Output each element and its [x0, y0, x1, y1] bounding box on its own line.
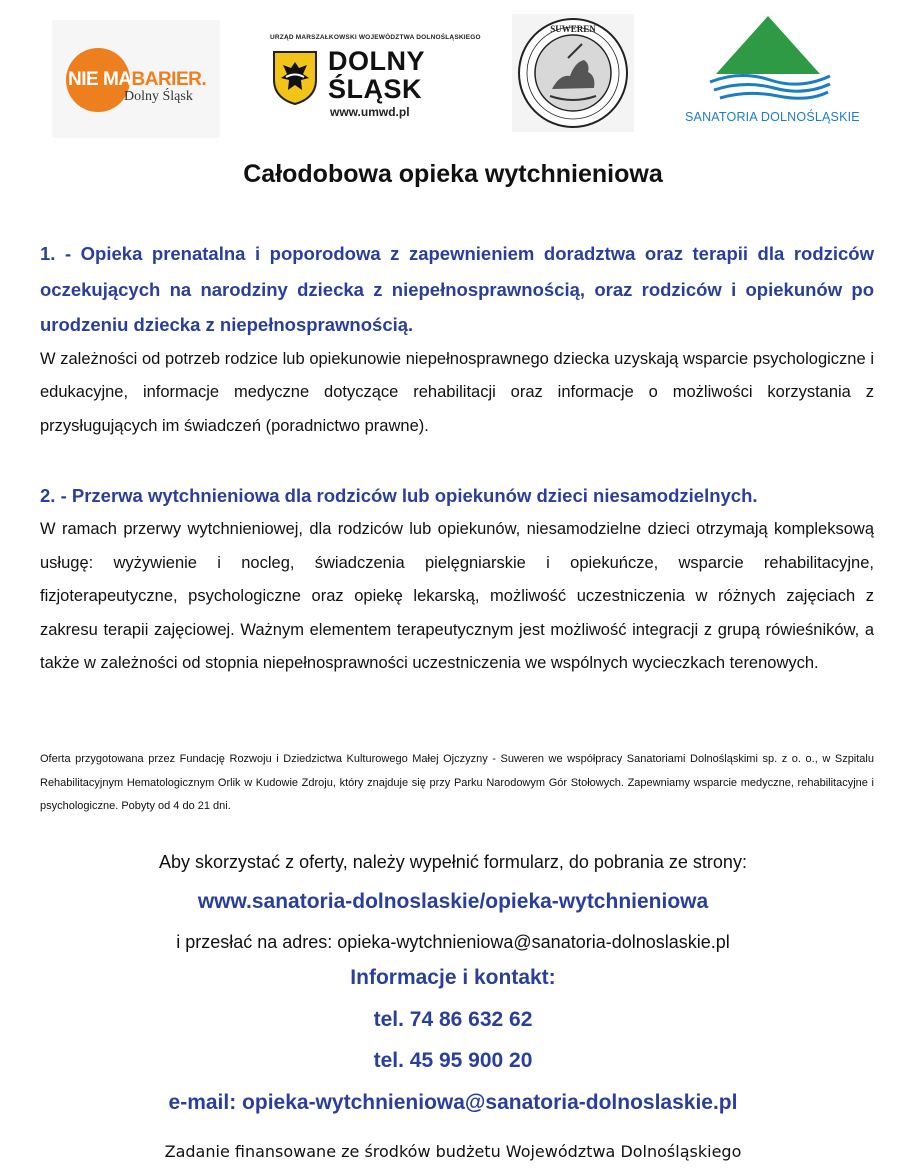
section-1-body: W zależności od potrzeb rodzice lub opiekunowie niepełnosprawnego dziecka uzyskają wsparcie psychologiczne i edukacyjne, informacje medyczne dotyczące rehabilitacji oraz informacje o możliwości korzystania z przysługujących im świadczeń (poradnictwo prawne).	[40, 349, 874, 435]
dolny-slask-name-line2: ŚLĄSK	[328, 74, 423, 104]
mountain-waves-icon	[680, 12, 860, 108]
form-url-link[interactable]: www.sanatoria-dolnoslaskie/opieka-wytchnieniowa	[197, 890, 709, 913]
suweren-seal-icon	[512, 14, 634, 132]
section-1	[40, 236, 874, 443]
phone-1[interactable]: tel. 74 86 632 62	[373, 1008, 533, 1031]
logo-bar	[0, 0, 906, 150]
contact-email[interactable]: e-mail: opieka-wytchnieniowa@sanatoria-dolnoslaskie.pl	[168, 1091, 738, 1114]
form-instruction: Aby skorzystać z oferty, należy wypełnić formularz, do pobrania ze strony:	[159, 852, 747, 872]
nmb-nie: NIE	[68, 69, 103, 90]
page-title: Całodobowa opieka wytchnieniowa	[243, 160, 663, 188]
nie-ma-barier-logo	[52, 20, 220, 138]
sanatoria-logo	[680, 12, 860, 137]
suweren-seal-logo	[512, 14, 634, 132]
nmb-barier: BARIER.	[131, 69, 207, 90]
nie-ma-barier-subtitle: Dolny Śląsk	[124, 89, 193, 104]
phone-2[interactable]: tel. 45 95 900 20	[373, 1049, 533, 1072]
dolny-slask-website: www.umwd.pl	[330, 105, 410, 119]
send-address: i przesłać na adres: opieka-wytchnieniowa@sanatoria-dolnoslaskie.pl	[176, 932, 730, 952]
dolny-slask-logo	[250, 18, 481, 136]
section-2-heading: 2. - Przerwa wytchnieniowa dla rodziców lub opiekunów dzieci niesamodzielnych.	[40, 485, 758, 506]
dolny-slask-office-name: URZĄD MARSZAŁKOWSKI WOJEWÓDZTWA DOLNOŚLĄSKIEGO	[270, 34, 481, 41]
offer-note: Oferta przygotowana przez Fundację Rozwoju i Dziedzictwa Kulturowego Małej Ojczyzny - Suweren we współpracy Sanatoriami Dolnośląskimi sp. z o. o., w Szpitalu Rehabilitacyjnym Hematologicznym Orlik w Kudowie Zdroju, który znajduje się przy Parku Narodowym Gór Stołowych. Zapewniamy wsparcie medyczne, rehabilitacyjne i psychologiczne. Pobyty od 4 do 21 dni.	[40, 753, 874, 812]
nie-ma-barier-wordmark	[68, 69, 206, 91]
section-1-heading: 1. - Opieka prenatalna i poporodowa z zapewnieniem doradztwa oraz terapii dla rodziców oczekujących na narodziny dziecka z niepełnosprawnością, oraz rodziców i opiekunów po urodzeniu dziecka z niepełnosprawnością.	[40, 243, 874, 335]
nmb-ma: MA	[102, 69, 132, 90]
eagle-shield-icon	[272, 50, 318, 106]
sanatoria-label: SANATORIA DOLNOŚLĄSKIE	[685, 110, 860, 124]
suweren-ring-text: SUWEREN	[550, 24, 596, 34]
section-2	[40, 479, 874, 681]
funding-footer: Zadanie finansowane ze środków budżetu Województwa Dolnośląskiego	[164, 1142, 742, 1161]
dolny-slask-name-line1: DOLNY	[328, 46, 425, 76]
contact-heading: Informacje i kontakt:	[350, 966, 556, 989]
section-2-body: W ramach przerwy wytchnieniowej, dla rodziców lub opiekunów, niesamodzielne dzieci otrzymają kompleksową usługę: wyżywienie i nocleg, świadczenia pielęgniarskie i opiekuńcze, wsparcie rehabilitacyjne, fizjoterapeutyczne, psychologiczne oraz opiekę lekarską, możliwość uczestniczenia w różnych zajęciach z zakresu terapii zajęciowej. Ważnym elementem terapeutycznym jest możliwość integracji z grupą rówieśników, a także w zależności od stopnia niepełnosprawności uczestniczenia we wspólnych wycieczkach terenowych.	[40, 520, 874, 672]
